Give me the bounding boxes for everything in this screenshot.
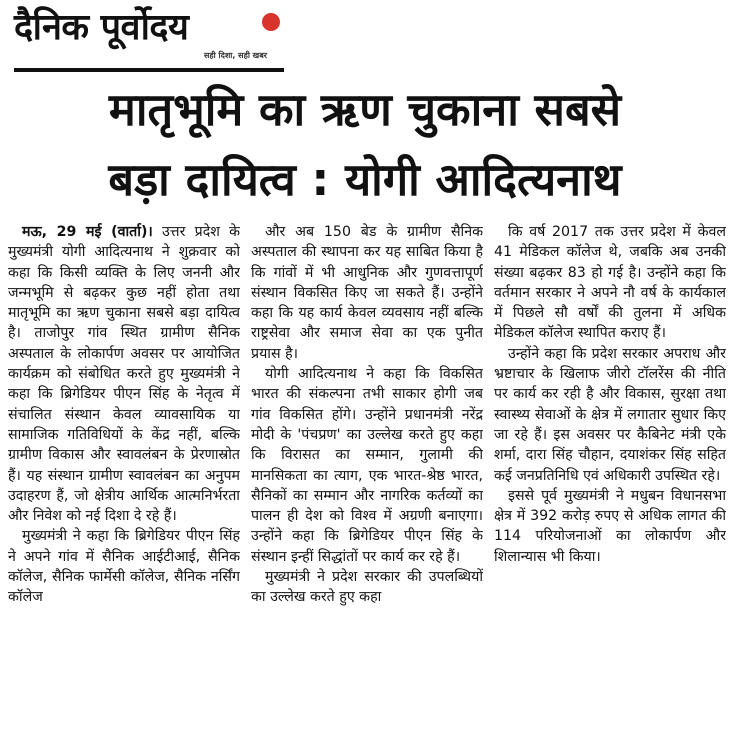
article-paragraph: [8, 222, 240, 526]
article-paragraph: योगी आदित्यनाथ ने कहा कि विकसित भारत की संकल्पना तभी साकार होगी जब गांव विकसित होंगे। उन्होंने प्रधानमंत्री नरेंद्र मोदी के 'पंचप्रण' का उल्लेख करते हुए कहा कि विरासत का सम्मान, गुलामी की मानसिकता का त्याग, एक भारत-श्रेष्ठ भारत, सैनिकों का सम्मान और नागरिक कर्तव्यों का पालन ही देश को विश्व में अग्रणी बनाएगा। उन्होंने कहा कि ब्रिगेडियर पीएन सिंह के संस्थान इन्हीं सिद्धांतों पर कार्य कर रहे हैं।: [251, 366, 483, 565]
article-paragraph: उन्होंने कहा कि प्रदेश सरकार अपराध और भ्रष्टाचार के खिलाफ जीरो टॉलरेंस की नीति पर कार्य कर रही है और विकास, सुरक्षा तथा स्वास्थ्य सेवाओं के क्षेत्र में लगातार सुधार किए जा रहे हैं। इस अवसर पर कैबिनेट मंत्री एके शर्मा, दारा सिंह चौहान, दयाशंकर सिंह सहित कई जनप्रतिनिधि एवं अधिकारी उपस्थित रहे।: [494, 345, 726, 484]
masthead-rule: [14, 68, 284, 72]
logo-dot-icon: [262, 13, 280, 31]
article-column-3: [494, 222, 726, 734]
article-paragraph: मुख्यमंत्री ने प्रदेश सरकार की उपलब्धियों का उल्लेख करते हुए कहा: [251, 569, 483, 606]
logo-tagline: सही दिशा, सही खबर: [204, 51, 268, 60]
headline-line-2: बड़ा दायित्व : योगी आदित्यनाथ: [108, 153, 622, 206]
article-paragraph: इससे पूर्व मुख्यमंत्री ने मधुबन विधानसभा क्षेत्र में 392 करोड़ रुपए से अधिक लागत की 114 परियोजनाओं का लोकार्पण और शिलान्यास भी किया।: [494, 487, 726, 565]
newspaper-logo: दैनिक पूर्वोदय: [14, 7, 189, 48]
article-paragraph: मुख्यमंत्री ने कहा कि ब्रिगेडियर पीएन सिंह ने अपने गांव में सैनिक आईटीआई, सैनिक कॉलेज, सैनिक फार्मेसी कॉलेज, सैनिक नर्सिंग कॉलेज: [8, 528, 240, 606]
dateline: मऊ, 29 मई (वार्ता)।: [22, 224, 153, 240]
article-paragraph: कि वर्ष 2017 तक उत्तर प्रदेश में केवल 41 मेडिकल कॉलेज थे, जबकि अब उनकी संख्या बढ़कर 83 हो गई है। उन्होंने कहा कि वर्तमान सरकार ने अपने नौ वर्ष के कार्यकाल में पिछले सौ वर्षों की तुलना में अधिक मेडिकल कॉलेज स्थापित कराए हैं।: [494, 224, 726, 342]
article-paragraph: और अब 150 बेड के ग्रामीण सैनिक अस्पताल की स्थापना कर यह साबित किया है कि गांवों में भी आधुनिक और गुणवत्तापूर्ण संस्थान विकसित किए जा सकते हैं। उन्होंने कहा कि यह कार्य केवल व्यवसाय नहीं बल्कि राष्ट्रसेवा और समाज सेवा का एक पुनीत प्रयास है।: [251, 224, 483, 362]
masthead: [14, 6, 284, 74]
article-column-2: [251, 222, 483, 734]
article-column-1: [8, 222, 240, 734]
headline-line-1: मातृभूमि का ऋण चुकाना सबसे: [108, 83, 622, 136]
paragraph-text: उत्तर प्रदेश के मुख्यमंत्री योगी आदित्यनाथ ने शुक्रवार को कहा कि किसी व्यक्ति के लिए जननी और जन्मभूमि से बढ़कर कुछ नहीं होता तथा मातृभूमि का ऋण चुकाना सबसे बड़ा दायित्व है। ताजोपुर गांव स्थित ग्रामीण सैनिक अस्पताल के लोकार्पण अवसर पर आयोजित कार्यक्रम को संबोधित करते हुए मुख्यमंत्री ने कहा कि ब्रिगेडियर पीएन सिंह के नेतृत्व में संचालित संस्थान केवल व्यावसायिक या सामाजिक गतिविधियों के केंद्र नहीं, बल्कि ग्रामीण विकास और स्वावलंबन के प्रेरणास्रोत हैं। यह संस्थान ग्रामीण स्वावलंबन का अनुपम उदाहरण हैं, जो क्षेत्रीय आर्थिक आत्मनिर्भरता और निवेश को नई दिशा दे रहे हैं।: [8, 224, 240, 525]
